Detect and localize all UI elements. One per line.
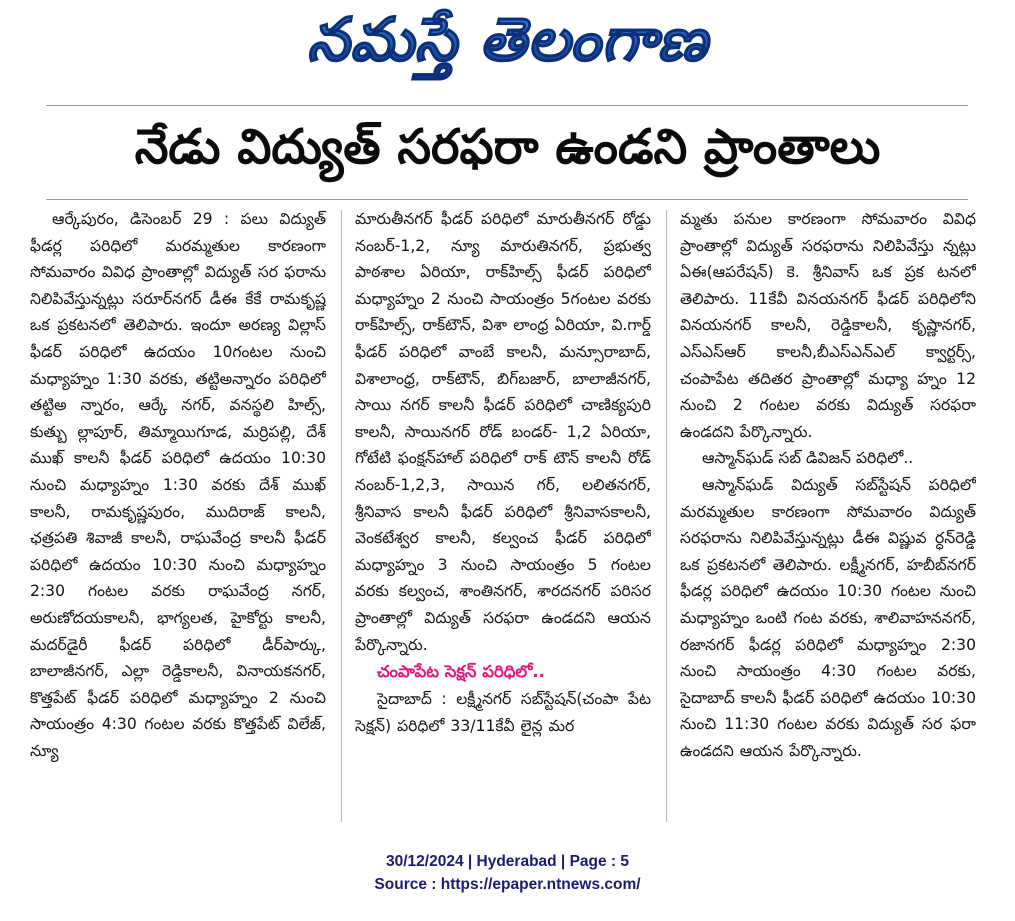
headline-text: నేడు విద్యుత్ సరఫరా ఉండని ప్రాంతాలు (134, 119, 881, 175)
footer (0, 850, 1015, 896)
column-2-paragraph-1: మారుతీనగర్ ఫీడర్ పరిధిలో మారుతీనగర్ రోడ్డు నంబర్-1,2, న్యూ మారుతినగర్, ప్రభుత్వ పాఠశాల ఏరియా, రాక్‌హిల్స్ ఫీడర్ పరిధిలో మధ్యాహ్నం 2 నుంచి సాయంత్రం 5గంటల వరకు రాక్‌హిల్స్, రాక్‌టౌన్, విశా లాంధ్ర ఏరియా, వి.గార్డ్ ఫీడర్ పరిధిలో వాంబే కాలనీ, మన్సూరాబాద్, విశాలాంధ్ర, రాక్‌టౌన్, బిగ్‌బజార్, బాలాజీనగర్, సాయి నగర్ కాలనీ ఫీడర్ పరిధిలో చాణిక్యపురి కాలనీ, సాయినగర్ రోడ్ బండర్- 1,2 ఏరియా, గోటేటి ఫంక్షన్‌హాల్ పరిధిలో రాక్ టౌన్ కాలనీ రోడ్ నంబర్-1,2,3, సాయిన గర్, లలితనగర్, శ్రీనివాస కాలనీ ఫీడర్ పరిధిలో శ్రీనివాసకాలనీ, వెంకటేశ్వర కాలనీ, కల్వంచ ఫీడర్ పరిధిలో మధ్యాహ్నం 3 నుంచి సాయంత్రం 5 గంటల వరకు కల్వంచ, శాంతినగర్, శారదనగర్ పరిసర ప్రాంతాల్లో విద్యుత్ సరఫరా ఉండదని ఆయన పేర్కొన్నారు. (355, 210, 651, 654)
footer-date-line: 30/12/2024 | Hyderabad | Page : 5 (385, 853, 630, 870)
article-column-1 (30, 206, 326, 828)
column-3-subheading: ఆస్మాన్‌ఘడ్ సబ్ డివిజన్ పరిధిలో.. (702, 449, 914, 468)
article-column-2 (355, 206, 651, 828)
column-2-paragraph-2: సైదాబాద్ : లక్ష్మీనగర్ సబ్‌స్టేషన్(చంపా పేట సెక్షన్) పరిధిలో 33/11కేవీ లైన్ల మర (355, 690, 651, 735)
column-3-paragraph-1: మ్మతు పనుల కారణంగా సోమవారం వివిధ ప్రాంతాల్లో విద్యుత్ సరఫరాను నిలిపివేస్తు న్నట్లు ఏఈ(ఆపరేషన్) కె. శ్రీనివాస్ ఒక ప్రక టనలో తెలిపారు. 11కేవీ వినయనగర్ ఫీడర్ పరిధిలోని వినయనగర్ కాలనీ, రెడ్డికాలనీ, కృష్ణానగర్, ఎస్ఎస్ఆర్ కాలనీ,బీఎస్ఎన్ఎల్ క్వార్టర్స్, చంపాపేట తదితర ప్రాంతాల్లో మధ్యా హ్నం 12 నుంచి 2 గంటల వరకు విద్యుత్ సరఫరా ఉండదని పేర్కొన్నారు. (680, 210, 976, 441)
headline (0, 110, 1015, 196)
masthead-divider (46, 105, 968, 106)
column-divider-2 (666, 210, 667, 822)
headline-divider (46, 199, 968, 200)
article-column-3 (680, 206, 976, 828)
column-3-paragraph-2: ఆస్మాన్‌ఘడ్ విద్యుత్ సబ్‌స్టేషన్ పరిధిలో మరమ్మతుల కారణంగా సోమవారం విద్యుత్ సరఫరాను నిలిపివేస్తున్నట్లు డీఈ విష్ణువ ర్ధన్‌రెడ్డి ఒక ప్రకటనలో తెలిపారు. లక్ష్మీనగర్, హబీబ్‌నగర్ ఫీడర్ల పరిధిలో ఉదయం 10:30 గంటల నుంచి మధ్యాహ్నం ఒంటి గంట వరకు, శాలివాహననగర్, రజానగర్ ఫీడర్ల పరిధిలో మధ్యాహ్నం 2:30 నుంచి సాయంత్రం 4:30 గంటల వరకు, సైదాబాద్ కాలనీ ఫీడర్ పరిధిలో ఉదయం 10:30 నుంచి 11:30 గంటల వరకు విద్యుత్ సర ఫరా ఉండదని ఆయన పేర్కొన్నారు. (680, 475, 976, 760)
column-2-subheading: చంపాపేట సెక్షన్ పరిధిలో.. (377, 662, 545, 682)
masthead (0, 4, 1015, 90)
footer-source-line: Source : https://epaper.ntnews.com/ (374, 876, 641, 893)
masthead-logo-text: నమస్తే తెలంగాణ (307, 5, 708, 89)
column-divider-1 (341, 210, 342, 822)
column-1-paragraph: ఆర్కేపురం, డిసెంబర్ 29 : పలు విద్యుత్ ఫీడర్ల పరిధిలో మరమ్మతుల కారణంగా సోమవారం వివిధ ప్రాంతాల్లో విద్యుత్ సర ఫరాను నిలిపివేస్తున్నట్లు సరూర్‌నగర్ డీఈ కేకే రామకృష్ణ ఒక ప్రకటనలో తెలిపారు. ఇందూ అరణ్య విల్లాస్ ఫీడర్ పరిధిలో ఉదయం 10గంటల నుంచి మధ్యాహ్నం 1:30 వరకు, తట్టిఅన్నారం పరిధిలో తట్టిఅ న్నారం, ఆర్కే నగర్, వనస్థలి హిల్స్, కుత్బు ల్లాపూర్, తిమ్మాయిగూడ, మర్రిపల్లి, దేశ్ ముఖ్ కాలనీ ఫీడర్ పరిధిలో ఉదయం 10:30 నుంచి మధ్యాహ్నం 1:30 వరకు దేశ్ ముఖ్ కాలనీ, రామకృష్ణపురం, ముదిరాజ్ కాలనీ, ఛత్రపతి శివాజీ కాలనీ, రాఘవేంద్ర కాలనీ ఫీడర్ పరిధిలో ఉదయం 10:30 నుంచి మధ్యాహ్నం 2:30 గంటల వరకు రాఘవేంద్ర నగర్, అరుణోదయకాలనీ, భాగ్యలత, హైకోర్టు కాలనీ, మదర్‌డైరీ ఫీడర్ పరిధిలో డీర్‌పార్కు, బాలాజీనగర్, ఎల్లా రెడ్డికాలనీ, వినాయకనగర్, కొత్తపేట్ ఫీడర్ పరిధిలో మధ్యాహ్నం 2 నుంచి సాయంత్రం 4:30 గంటల వరకు కొత్తపేట్ విలేజ్, న్యూ (30, 210, 326, 760)
article-body (30, 206, 976, 828)
